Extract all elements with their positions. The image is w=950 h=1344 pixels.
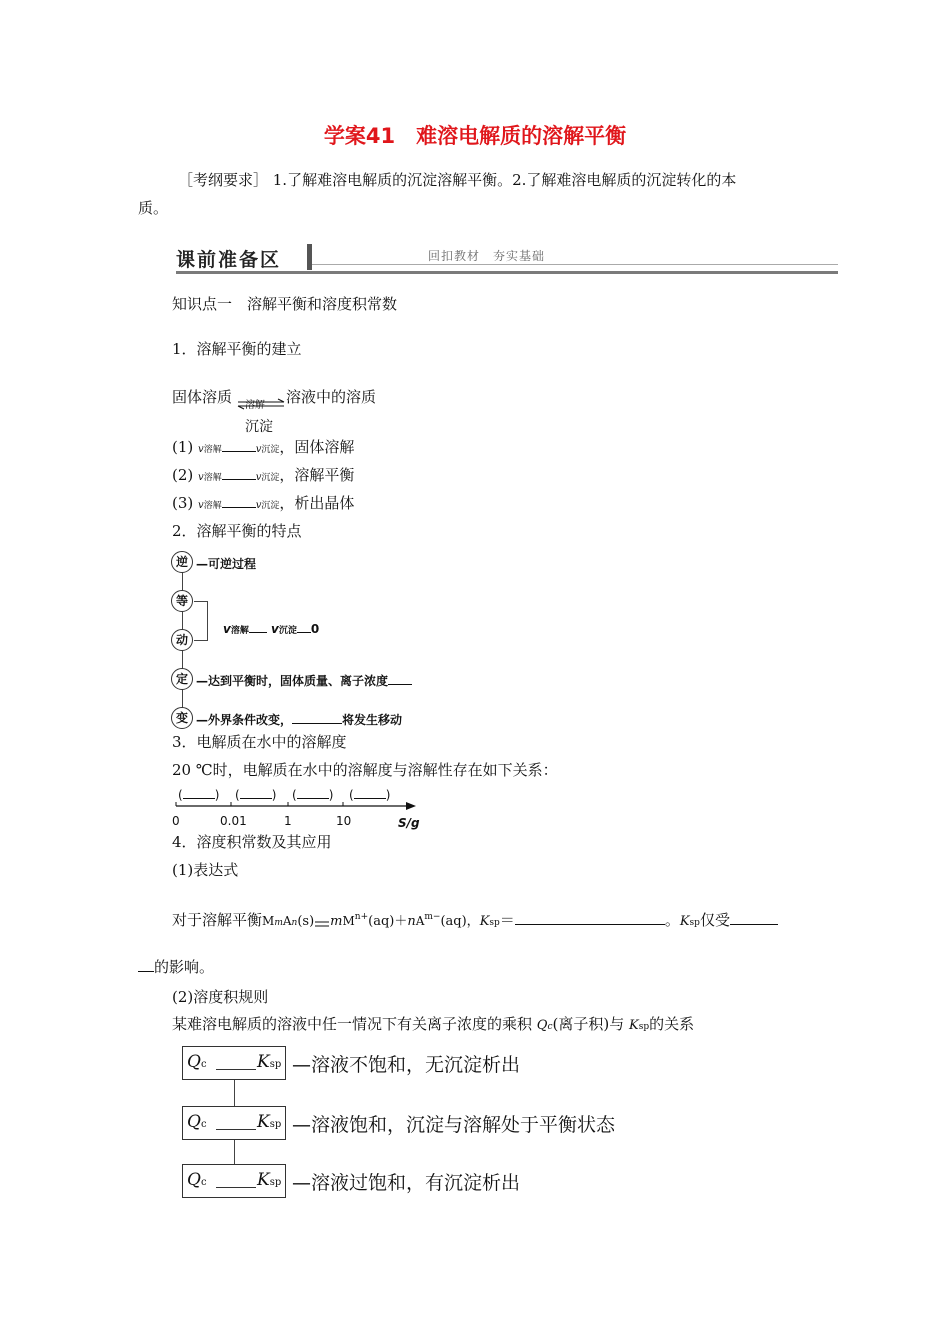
s1-above-arrow: 溶解 (245, 400, 265, 411)
qc-supersaturated-text: —溶液过饱和，有沉淀析出 (292, 1172, 521, 1194)
qc-saturated-text: —溶液饱和，沉淀与溶解处于平衡状态 (292, 1114, 616, 1136)
s1-item-1: (1) v溶解 v沉淀，固体溶解 (172, 438, 355, 456)
s1-right: 溶液中的溶质 (286, 388, 377, 406)
feature-circle-change: 变 (171, 707, 193, 729)
axis-tick-0: 0 (172, 814, 180, 828)
s4-sub2: (2)溶度积规则 (172, 988, 269, 1006)
banner-divider (307, 244, 312, 270)
s3-description: 20 ℃时，电解质在水中的溶解度与溶解性存在如下关系： (172, 761, 558, 779)
feature-circle-fixed: 定 (171, 668, 193, 690)
qc-box-supersaturated: Qc Ksp (182, 1164, 286, 1198)
kp1-heading: 知识点一 溶解平衡和溶度积常数 (172, 295, 398, 313)
axis-blank-2: ( ) (235, 788, 277, 802)
s4-heading: 4．溶度积常数及其应用 (172, 833, 332, 851)
s1-left: 固体溶质 (172, 388, 233, 406)
feature-change-text: —外界条件改变， 将发生移动 (196, 713, 403, 727)
feature-equal-text: v溶解 v沉淀 0 (223, 622, 320, 636)
axis-label: S/g (398, 816, 420, 830)
feature-circle-dynamic: 动 (171, 629, 193, 651)
axis-tick-001: 0.01 (220, 814, 247, 828)
section-banner-subtitle: 回扣教材 夯实基础 (428, 249, 546, 263)
bracket-bottom (194, 640, 208, 641)
axis-tick-1: 1 (284, 814, 292, 828)
axis-blank-1: ( ) (178, 788, 220, 802)
s1-item-2: (2) v溶解 v沉淀，溶解平衡 (172, 466, 355, 484)
box-connector-1 (234, 1079, 235, 1107)
axis-blank-4: ( ) (349, 788, 391, 802)
s3-heading: 3．电解质在水中的溶解度 (172, 733, 347, 751)
feature-circle-equal: 等 (171, 590, 193, 612)
section-banner-title: 课前准备区 (176, 249, 282, 271)
qc-box-saturated: Qc Ksp (182, 1106, 286, 1140)
s1-heading: 1．溶解平衡的建立 (172, 340, 302, 358)
axis-tick-10: 10 (336, 814, 352, 828)
requirements-line-2: 质。 (138, 199, 169, 217)
banner-rule (176, 271, 838, 274)
ksp-influence-line: 的影响。 (138, 956, 214, 977)
equilibrium-arrow-small-icon (314, 914, 330, 932)
bracket-top (194, 601, 208, 602)
s1-below-arrow: 沉淀 (245, 419, 273, 435)
s4-sub1: (1)表达式 (172, 861, 239, 879)
feature-fixed-text: —达到平衡时，固体质量、离子浓度 (196, 672, 412, 689)
qc-unsaturated-text: —溶液不饱和，无沉淀析出 (292, 1054, 521, 1076)
box-connector-2 (234, 1139, 235, 1165)
s2-heading: 2．溶解平衡的特点 (172, 522, 302, 540)
banner-rule-thin (312, 264, 838, 265)
bracket-side (207, 601, 208, 641)
feature-circle-reversible: 逆 (171, 551, 193, 573)
requirements-line-1: ［考纲要求］ 1.了解难溶电解质的沉淀溶解平衡。2.了解难溶电解质的沉淀转化的本 (178, 171, 737, 189)
ksp-expression-line: 对于溶解平衡MmAn(s) $mM^{n+}(aq)+nA^{m-}(aq)$，Ksp＝ 。Ksp仅受 (172, 909, 778, 930)
rule-description: 某难溶电解质的溶液中任一情况下有关离子浓度的乘积 Qc(离子积)与 Ksp的关系 (172, 1015, 695, 1033)
axis-blank-3: ( ) (292, 788, 334, 802)
feature-reversible-text: —可逆过程 (196, 557, 257, 571)
equilibrium-arrow-icon (236, 398, 286, 412)
s1-item-3: (3) v溶解 v沉淀，析出晶体 (172, 494, 355, 512)
qc-box-unsaturated: Qc Ksp (182, 1046, 286, 1080)
page-title: 学案41 难溶电解质的溶解平衡 (323, 124, 627, 148)
